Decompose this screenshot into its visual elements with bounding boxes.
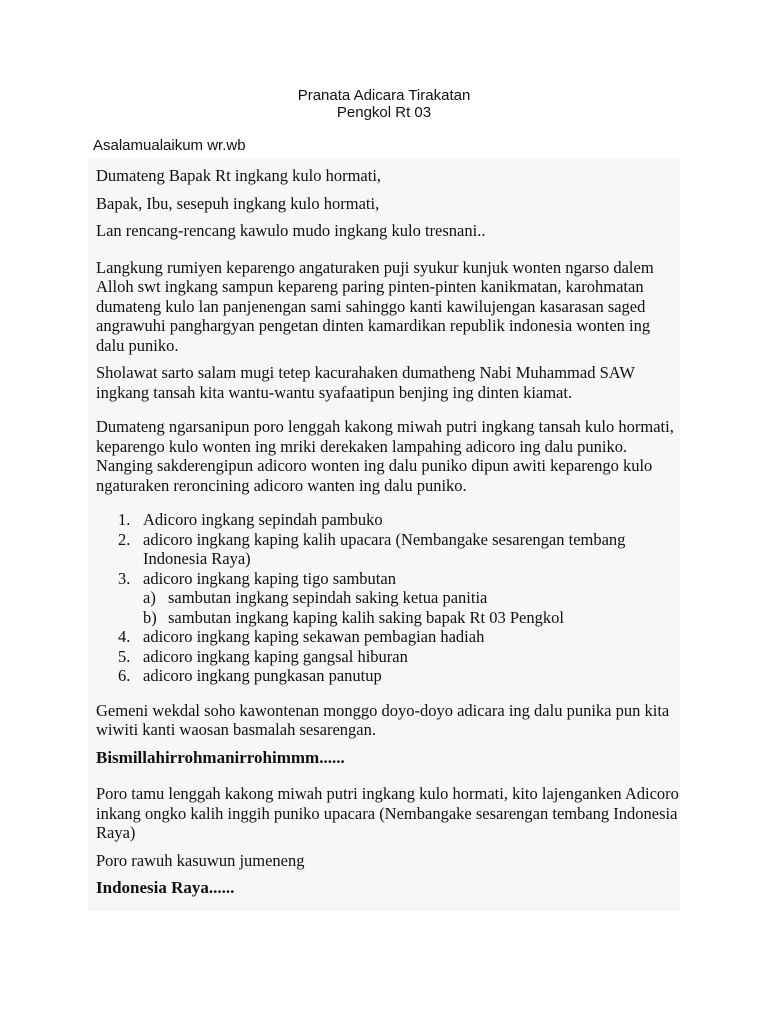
list-number: 5. [118, 646, 131, 666]
list-text: adicoro ingkang kaping sekawan pembagian hadiah [143, 627, 485, 646]
paragraph-jumeneng: Poro rawuh kasuwun jumeneng [96, 850, 305, 870]
bismillah-line: Bismillahirrohmanirrohimmm...... [96, 747, 345, 767]
paragraph-sholawat: Sholawat sarto salam mugi tetep kacurahaken dumatheng Nabi Muhammad SAW ingkang tansah kita wantu-wantu syafaatipun benjing ing dinten kiamat. [96, 363, 635, 402]
list-text: Adicoro ingkang sepindah pambuko [143, 510, 383, 529]
salutation-3: Lan rencang-rencang kawulo mudo ingkang kulo tresnani.. [96, 221, 486, 240]
sambutan-sublist [143, 588, 681, 627]
agenda-list [96, 510, 681, 686]
sublist-item [143, 588, 681, 608]
title-line-1: Pranata Adicara Tirakatan [297, 87, 471, 104]
paragraph-opening: Langkung rumiyen keparengo angaturaken puji syukur kunjuk wonten ngarso dalem Alloh swt ingkang sampun kepareng paring pinten-pinten kanikmatan, karohmatan dumateng kulo lan panjenengan sami sahinggo kanti kawilujengan kasarasan saged angrawuhi panghargyan pengetan dinten kamardikan republik indonesia wonten ing dalu puniko. [96, 257, 654, 355]
sublist-letter: a) [143, 588, 156, 607]
greeting: Asalamualaikum wr.wb [93, 137, 246, 154]
document-body [96, 166, 681, 898]
list-item [96, 530, 681, 569]
list-text: adicoro ingkang kaping kalih upacara (Nembangake sesarengan tembang Indonesia Raya) [143, 529, 626, 568]
sublist-item [143, 608, 681, 628]
salutation-1: Dumateng Bapak Rt ingkang kulo hormati, [96, 166, 382, 185]
list-text: adicoro ingkang kaping gangsal hiburan [143, 646, 408, 666]
sublist-letter: b) [143, 607, 157, 627]
paragraph-agenda-intro: Dumateng ngarsanipun poro lenggah kakong miwah putri ingkang tansah kulo hormati, keparengo kulo wonten ing mriki derekaken lampahing adicoro ing dalu puniko. Nanging sakderengipun adicoro wonten ing dalu puniko dipun awiti keparengo kulo ngaturaken reroncining adicoro wanten ing dalu puniko. [96, 417, 674, 495]
list-item [96, 627, 681, 647]
list-number: 4. [118, 627, 131, 646]
paragraph-basmalah-intro: Gemeni wekdal soho kawontenan monggo doyo-doyo adicara ing dalu punika pun kita wiwiti kanti waosan basmalah sesarengan. [96, 700, 670, 739]
list-number: 3. [118, 568, 131, 588]
list-item [96, 666, 681, 686]
document-title [0, 87, 768, 121]
list-text: adicoro ingkang kaping tigo sambutan [143, 568, 396, 588]
title-line-2: Pengkol Rt 03 [336, 104, 432, 121]
list-item [96, 569, 681, 628]
list-item [96, 510, 681, 530]
sublist-text: sambutan ingkang sepindah saking ketua panitia [168, 588, 488, 607]
salutation-2: Bapak, Ibu, sesepuh ingkang kulo hormati, [96, 193, 380, 213]
list-number: 2. [118, 529, 131, 549]
list-number: 1. [118, 510, 131, 529]
paragraph-upacara: Poro tamu lenggah kakong miwah putri ingkang kulo hormati, kito lajenganken Adicoro inkang ongko kalih inggih puniko upacara (Nembangake sesarengan tembang Indonesia Raya) [96, 784, 679, 842]
sublist-text: sambutan ingkang kaping kalih saking bapak Rt 03 Pengkol [168, 607, 564, 627]
list-item [96, 647, 681, 667]
list-number: 6. [118, 666, 131, 685]
closing-line: Indonesia Raya...... [96, 878, 235, 897]
list-text: adicoro ingkang pungkasan panutup [143, 666, 382, 685]
